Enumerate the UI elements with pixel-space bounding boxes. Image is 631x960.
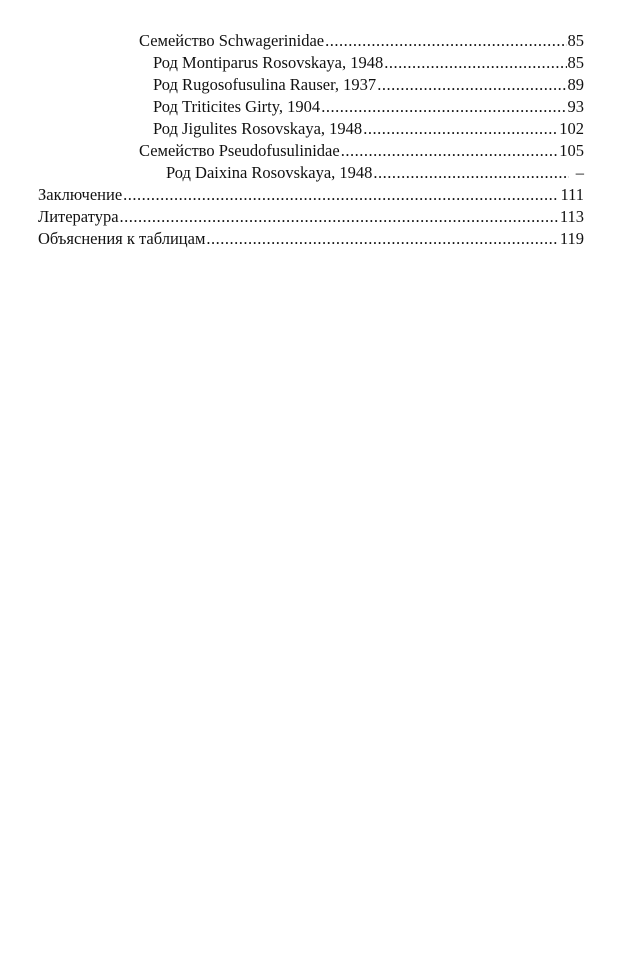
toc-entry-schwagerinidae [139, 30, 584, 52]
toc-entry-page: 102 [559, 119, 584, 138]
toc-entry-rugosofusulina [153, 74, 584, 96]
toc-entry-page: 119 [559, 229, 584, 248]
toc-entry-plates-explanation [38, 228, 584, 250]
toc-leader-dots [363, 118, 558, 140]
toc-entry-title: Объяснения к таблицам [38, 229, 206, 248]
toc-entry-title: Литература [38, 207, 119, 226]
toc-entry-daixina [166, 162, 584, 184]
toc-entry-title: Семейство Schwagerinidae [139, 31, 325, 50]
toc-leader-dots [321, 96, 566, 118]
toc-entry-page: 93 [567, 97, 584, 116]
toc-entry-literature [38, 206, 584, 228]
toc-entry-pseudofusulinidae [139, 140, 584, 162]
toc-entry-montiparus [153, 52, 584, 74]
toc-entry-triticites [153, 96, 584, 118]
toc-leader-dots [325, 30, 566, 52]
toc-leader-dots [377, 74, 566, 96]
toc-entry-title: Род Rugosofusulina Rauser, 1937 [153, 75, 377, 94]
toc-entry-page: – [575, 163, 584, 182]
toc-entry-page: 111 [560, 185, 584, 204]
toc-leader-dots [206, 228, 558, 250]
toc-entry-page: 85 [567, 31, 584, 50]
toc-entry-title: Род Montiparus Rosovskaya, 1948 [153, 53, 384, 72]
toc-leader-dots [341, 140, 559, 162]
toc-leader-dots [373, 162, 569, 184]
toc-entry-title: Род Jigulites Rosovskaya, 1948 [153, 119, 363, 138]
toc-entry-title: Заключение [38, 185, 123, 204]
toc-leader-dots [384, 52, 566, 74]
toc-entry-title: Род Triticites Girty, 1904 [153, 97, 321, 116]
toc-entry-title: Род Daixina Rosovskaya, 1948 [166, 163, 373, 182]
toc-leader-dots [123, 184, 559, 206]
toc-entry-page: 89 [567, 75, 584, 94]
toc-entry-page: 105 [559, 141, 584, 160]
toc-entry-page: 113 [559, 207, 584, 226]
toc-entry-jigulites [153, 118, 584, 140]
toc-leader-dots [120, 206, 559, 228]
toc-entry-page: 85 [567, 53, 584, 72]
toc-entry-conclusion [38, 184, 584, 206]
toc-entry-title: Семейство Pseudofusulinidae [139, 141, 340, 160]
